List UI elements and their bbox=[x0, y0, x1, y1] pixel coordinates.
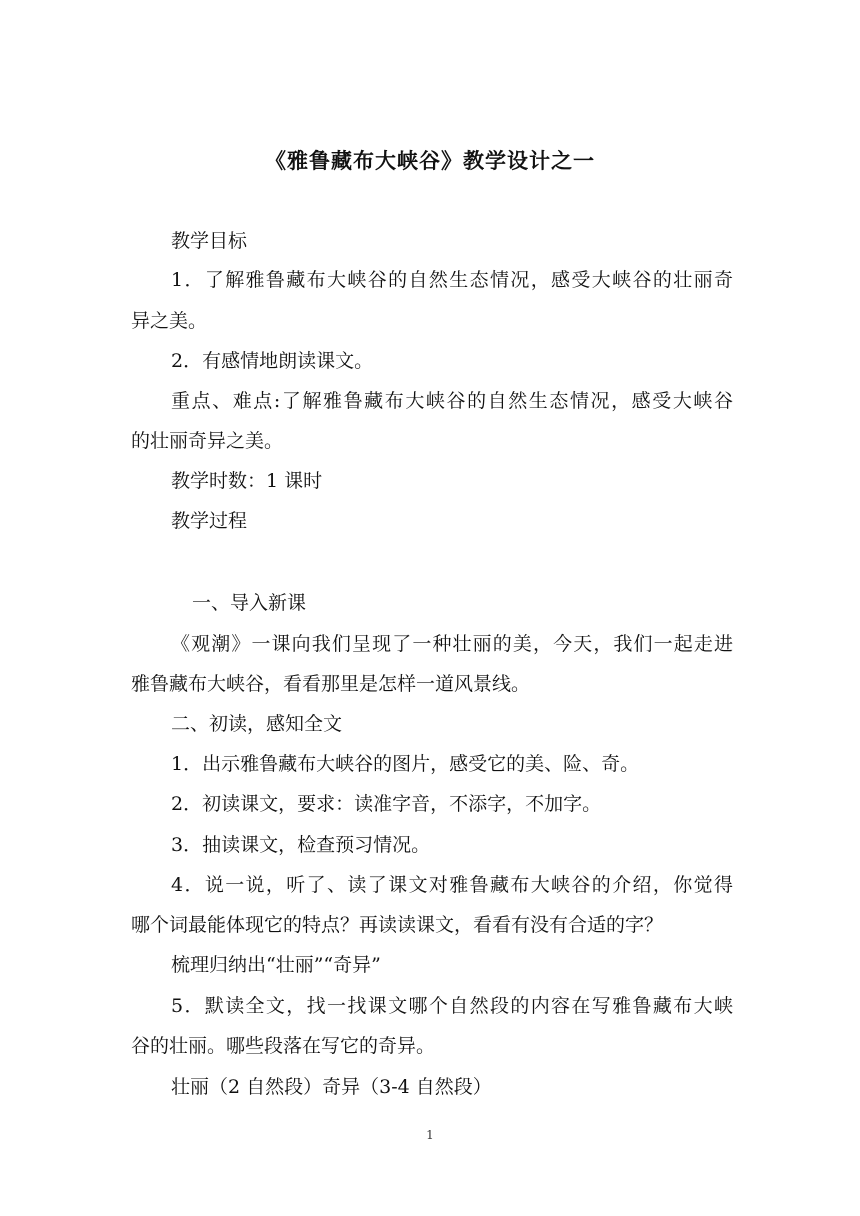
list-item-5-line-2: 谷的壮丽。哪些段落在写它的奇异。 bbox=[131, 1035, 436, 1057]
section-1-paragraph-line-1: 《观潮》一课向我们呈现了一种壮丽的美，今天，我们一起走进 bbox=[171, 633, 733, 655]
list-item-4-line-2: 哪个词最能体现它的特点？再读读课文，看看有没有合适的字？ bbox=[131, 914, 664, 936]
paragraphs-note: 壮丽（2 自然段）奇异（3-4 自然段） bbox=[171, 1076, 492, 1098]
list-item-4-line-1: 4．说一说，听了、读了课文对雅鲁藏布大峡谷的介绍，你觉得 bbox=[171, 874, 733, 896]
list-item-1: 1．出示雅鲁藏布大峡谷的图片，感受它的美、险、奇。 bbox=[171, 753, 640, 775]
keypoints-line-1: 重点、难点:了解雅鲁藏布大峡谷的自然生态情况，感受大峡谷 bbox=[171, 390, 733, 412]
list-item-5-line-1: 5．默读全文，找一找课文哪个自然段的内容在写雅鲁藏布大峡 bbox=[171, 995, 733, 1017]
keypoints-line-2: 的壮丽奇异之美。 bbox=[131, 430, 284, 452]
section-2-heading: 二、初读，感知全文 bbox=[171, 713, 343, 735]
list-item-3: 3．抽读课文，检查预习情况。 bbox=[171, 834, 431, 856]
goal-1-line-1: 1．了解雅鲁藏布大峡谷的自然生态情况，感受大峡谷的壮丽奇 bbox=[171, 269, 733, 291]
teaching-hours: 教学时数：1 课时 bbox=[171, 470, 323, 492]
page-number: 1 bbox=[426, 1128, 434, 1142]
section-1-paragraph-line-2: 雅鲁藏布大峡谷，看看那里是怎样一道风景线。 bbox=[131, 673, 531, 695]
summary-line: 梳理归纳出“壮丽”“奇异” bbox=[171, 954, 381, 976]
goals-heading: 教学目标 bbox=[171, 230, 248, 252]
document-title: 《雅鲁藏布大峡谷》教学设计之一 bbox=[265, 149, 595, 173]
goal-1-line-2: 异之美。 bbox=[131, 310, 208, 332]
process-heading: 教学过程 bbox=[171, 510, 248, 532]
goal-2: 2．有感情地朗读课文。 bbox=[171, 350, 374, 372]
section-1-heading: 一、导入新课 bbox=[192, 592, 307, 614]
list-item-2: 2．初读课文，要求：读准字音，不添字，不加字。 bbox=[171, 793, 602, 815]
